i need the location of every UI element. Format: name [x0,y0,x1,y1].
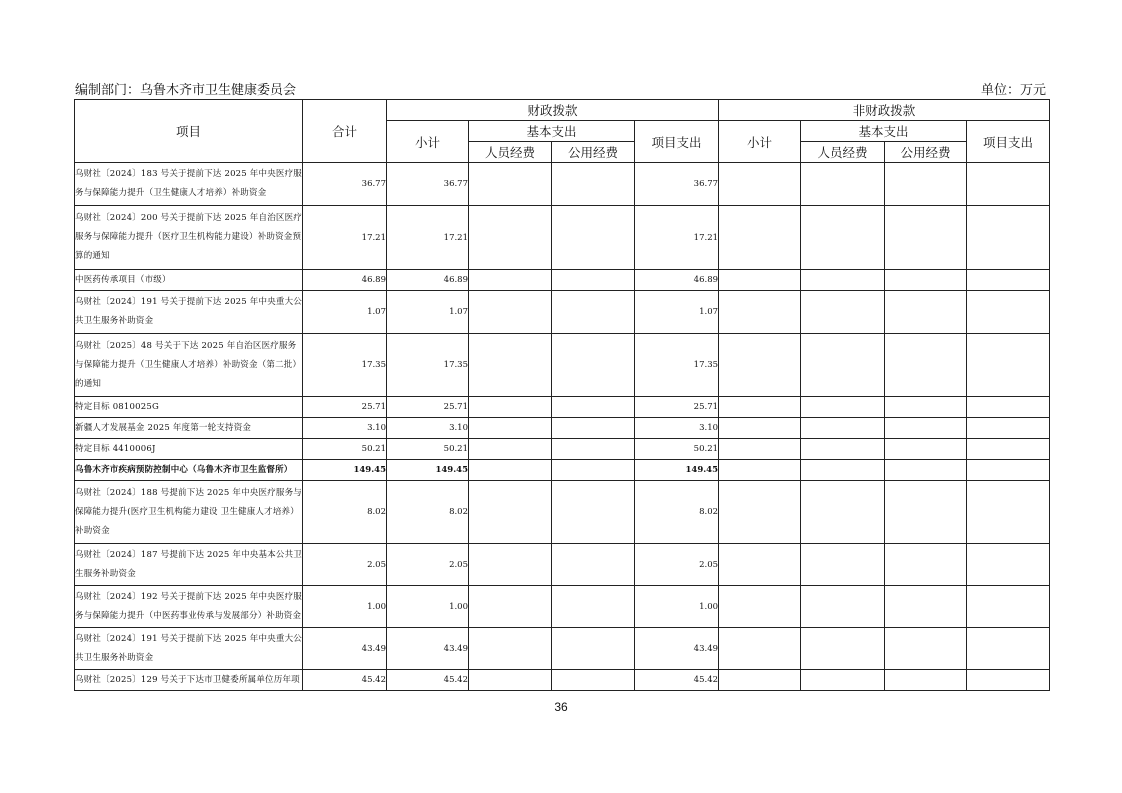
row-nonfiscal-project [967,291,1050,334]
row-total: 46.89 [303,270,387,291]
row-fiscal-personnel [469,439,552,460]
row-item-name: 乌鲁木齐市疾病预防控制中心（乌鲁木齐市卫生监督所） [75,460,303,481]
row-nonfiscal-public [885,481,967,544]
page-number: 36 [554,700,568,714]
unit-label: 单位：万元 [980,83,1046,98]
row-nonfiscal-project [967,460,1050,481]
row-fiscal-public [552,460,635,481]
header-nonfiscal-appropriation: 非财政拨款 [719,100,1050,121]
row-fiscal-public [552,334,635,397]
row-fiscal-personnel [469,291,552,334]
header-item: 项目 [75,100,303,163]
header-fiscal-personnel: 人员经费 [469,142,552,163]
row-fiscal-project: 17.21 [635,206,719,270]
row-fiscal-personnel [469,397,552,418]
row-nonfiscal-subtotal [719,270,801,291]
row-fiscal-subtotal: 25.71 [387,397,469,418]
row-fiscal-subtotal: 2.05 [387,544,469,586]
row-nonfiscal-personnel [801,270,885,291]
table-row [75,586,1050,628]
row-nonfiscal-project [967,439,1050,460]
header-fiscal-public: 公用经费 [552,142,635,163]
row-nonfiscal-personnel [801,460,885,481]
row-nonfiscal-public [885,418,967,439]
row-item-name: 特定目标 0810025G [75,397,303,418]
table-row [75,439,1050,460]
header-nonfiscal-public: 公用经费 [885,142,967,163]
row-total: 50.21 [303,439,387,460]
row-item-name: 乌财社〔2024〕188 号提前下达 2025 年中央医疗服务与保障能力提升(医疗卫生机构能力建设 卫生健康人才培养）补助资金 [75,481,303,544]
row-nonfiscal-public [885,270,967,291]
row-fiscal-public [552,291,635,334]
row-fiscal-public [552,206,635,270]
row-nonfiscal-personnel [801,586,885,628]
table-row [75,163,1050,206]
row-nonfiscal-public [885,544,967,586]
row-nonfiscal-project [967,481,1050,544]
row-fiscal-public [552,163,635,206]
row-nonfiscal-project [967,334,1050,397]
row-nonfiscal-public [885,291,967,334]
row-fiscal-project: 2.05 [635,544,719,586]
row-nonfiscal-personnel [801,628,885,670]
row-nonfiscal-project [967,544,1050,586]
row-total: 8.02 [303,481,387,544]
row-fiscal-project: 149.45 [635,460,719,481]
table-row [75,206,1050,270]
row-fiscal-personnel [469,544,552,586]
row-fiscal-subtotal: 43.49 [387,628,469,670]
row-nonfiscal-personnel [801,206,885,270]
row-nonfiscal-subtotal [719,163,801,206]
row-nonfiscal-subtotal [719,439,801,460]
row-fiscal-subtotal: 17.21 [387,206,469,270]
row-nonfiscal-public [885,628,967,670]
row-nonfiscal-subtotal [719,481,801,544]
row-item-name: 乌财社〔2025〕48 号关于下达 2025 年自治区医疗服务与保障能力提升（卫生健康人才培养）补助资金（第二批）的通知 [75,334,303,397]
row-fiscal-subtotal: 1.00 [387,586,469,628]
row-nonfiscal-public [885,163,967,206]
row-item-name: 特定目标 4410006J [75,439,303,460]
row-total: 17.35 [303,334,387,397]
row-nonfiscal-public [885,334,967,397]
header-nonfiscal-basic: 基本支出 [801,121,967,142]
row-fiscal-personnel [469,334,552,397]
row-total: 1.00 [303,586,387,628]
row-fiscal-public [552,481,635,544]
row-fiscal-personnel [469,628,552,670]
row-fiscal-project: 46.89 [635,270,719,291]
row-nonfiscal-subtotal [719,397,801,418]
row-fiscal-project: 50.21 [635,439,719,460]
row-item-name: 乌财社〔2024〕187 号提前下达 2025 年中央基本公共卫生服务补助资金 [75,544,303,586]
row-nonfiscal-personnel [801,334,885,397]
row-nonfiscal-subtotal [719,291,801,334]
row-total: 45.42 [303,670,387,691]
row-nonfiscal-personnel [801,670,885,691]
table-row [75,334,1050,397]
row-fiscal-project: 1.00 [635,586,719,628]
row-nonfiscal-project [967,418,1050,439]
table-row [75,270,1050,291]
row-fiscal-personnel [469,586,552,628]
row-fiscal-project: 17.35 [635,334,719,397]
row-nonfiscal-personnel [801,397,885,418]
row-nonfiscal-public [885,439,967,460]
row-nonfiscal-personnel [801,418,885,439]
row-fiscal-project: 1.07 [635,291,719,334]
row-fiscal-project: 25.71 [635,397,719,418]
row-item-name: 乌财社〔2024〕192 号关于提前下达 2025 年中央医疗服务与保障能力提升（中医药事业传承与发展部分）补助资金 [75,586,303,628]
row-nonfiscal-public [885,586,967,628]
row-fiscal-project: 45.42 [635,670,719,691]
row-nonfiscal-subtotal [719,334,801,397]
table-row [75,418,1050,439]
row-item-name: 乌财社〔2024〕191 号关于提前下达 2025 年中央重大公共卫生服务补助资金 [75,291,303,334]
row-nonfiscal-subtotal [719,418,801,439]
row-fiscal-public [552,586,635,628]
row-total: 36.77 [303,163,387,206]
row-fiscal-subtotal: 45.42 [387,670,469,691]
row-fiscal-public [552,418,635,439]
row-nonfiscal-public [885,397,967,418]
row-fiscal-subtotal: 1.07 [387,291,469,334]
header-fiscal-appropriation: 财政拨款 [387,100,719,121]
row-nonfiscal-personnel [801,439,885,460]
header-nonfiscal-project: 项目支出 [967,121,1050,163]
table-row [75,460,1050,481]
row-fiscal-project: 3.10 [635,418,719,439]
row-nonfiscal-subtotal [719,586,801,628]
compiling-department: 编制部门：乌鲁木齐市卫生健康委员会 [75,83,297,98]
row-nonfiscal-public [885,206,967,270]
row-nonfiscal-project [967,586,1050,628]
row-total: 1.07 [303,291,387,334]
row-fiscal-project: 8.02 [635,481,719,544]
row-fiscal-public [552,397,635,418]
row-nonfiscal-project [967,163,1050,206]
row-nonfiscal-personnel [801,163,885,206]
row-fiscal-personnel [469,670,552,691]
row-fiscal-subtotal: 17.35 [387,334,469,397]
table-row [75,670,1050,691]
row-total: 17.21 [303,206,387,270]
row-fiscal-personnel [469,460,552,481]
row-item-name: 乌财社〔2025〕129 号关于下达市卫健委所属单位历年项 [75,670,303,691]
row-nonfiscal-project [967,270,1050,291]
row-total: 43.49 [303,628,387,670]
table-row [75,397,1050,418]
row-nonfiscal-public [885,460,967,481]
header-nonfiscal-personnel: 人员经费 [801,142,885,163]
row-total: 149.45 [303,460,387,481]
table-header [75,100,1050,163]
row-fiscal-personnel [469,163,552,206]
table-row [75,544,1050,586]
row-nonfiscal-project [967,670,1050,691]
table-row [75,481,1050,544]
row-fiscal-subtotal: 3.10 [387,418,469,439]
row-fiscal-project: 43.49 [635,628,719,670]
row-item-name: 乌财社〔2024〕183 号关于提前下达 2025 年中央医疗服务与保障能力提升（卫生健康人才培养）补助资金 [75,163,303,206]
header-fiscal-subtotal: 小计 [387,121,469,163]
row-fiscal-subtotal: 46.89 [387,270,469,291]
row-fiscal-subtotal: 50.21 [387,439,469,460]
row-nonfiscal-personnel [801,481,885,544]
row-total: 25.71 [303,397,387,418]
row-fiscal-personnel [469,206,552,270]
row-item-name: 乌财社〔2024〕200 号关于提前下达 2025 年自治区医疗服务与保障能力提升（医疗卫生机构能力建设）补助资金预算的通知 [75,206,303,270]
row-fiscal-public [552,670,635,691]
row-nonfiscal-personnel [801,291,885,334]
row-fiscal-public [552,270,635,291]
row-nonfiscal-subtotal [719,628,801,670]
row-fiscal-personnel [469,418,552,439]
row-fiscal-subtotal: 36.77 [387,163,469,206]
header-fiscal-basic: 基本支出 [469,121,635,142]
table-row [75,628,1050,670]
row-item-name: 中医药传承项目（市级） [75,270,303,291]
row-nonfiscal-personnel [801,544,885,586]
budget-table [74,99,1050,691]
row-fiscal-project: 36.77 [635,163,719,206]
row-nonfiscal-public [885,670,967,691]
header-nonfiscal-subtotal: 小计 [719,121,801,163]
header-total: 合计 [303,100,387,163]
table-row [75,291,1050,334]
row-fiscal-public [552,628,635,670]
row-fiscal-subtotal: 149.45 [387,460,469,481]
row-nonfiscal-project [967,397,1050,418]
row-total: 3.10 [303,418,387,439]
row-nonfiscal-subtotal [719,206,801,270]
row-nonfiscal-subtotal [719,544,801,586]
row-nonfiscal-subtotal [719,670,801,691]
table-body [75,163,1050,691]
header-fiscal-project: 项目支出 [635,121,719,163]
row-item-name: 新疆人才发展基金 2025 年度第一轮支持资金 [75,418,303,439]
row-item-name: 乌财社〔2024〕191 号关于提前下达 2025 年中央重大公共卫生服务补助资金 [75,628,303,670]
row-fiscal-personnel [469,270,552,291]
row-fiscal-personnel [469,481,552,544]
row-nonfiscal-project [967,628,1050,670]
row-nonfiscal-project [967,206,1050,270]
row-total: 2.05 [303,544,387,586]
row-fiscal-public [552,439,635,460]
row-fiscal-subtotal: 8.02 [387,481,469,544]
row-nonfiscal-subtotal [719,460,801,481]
row-fiscal-public [552,544,635,586]
